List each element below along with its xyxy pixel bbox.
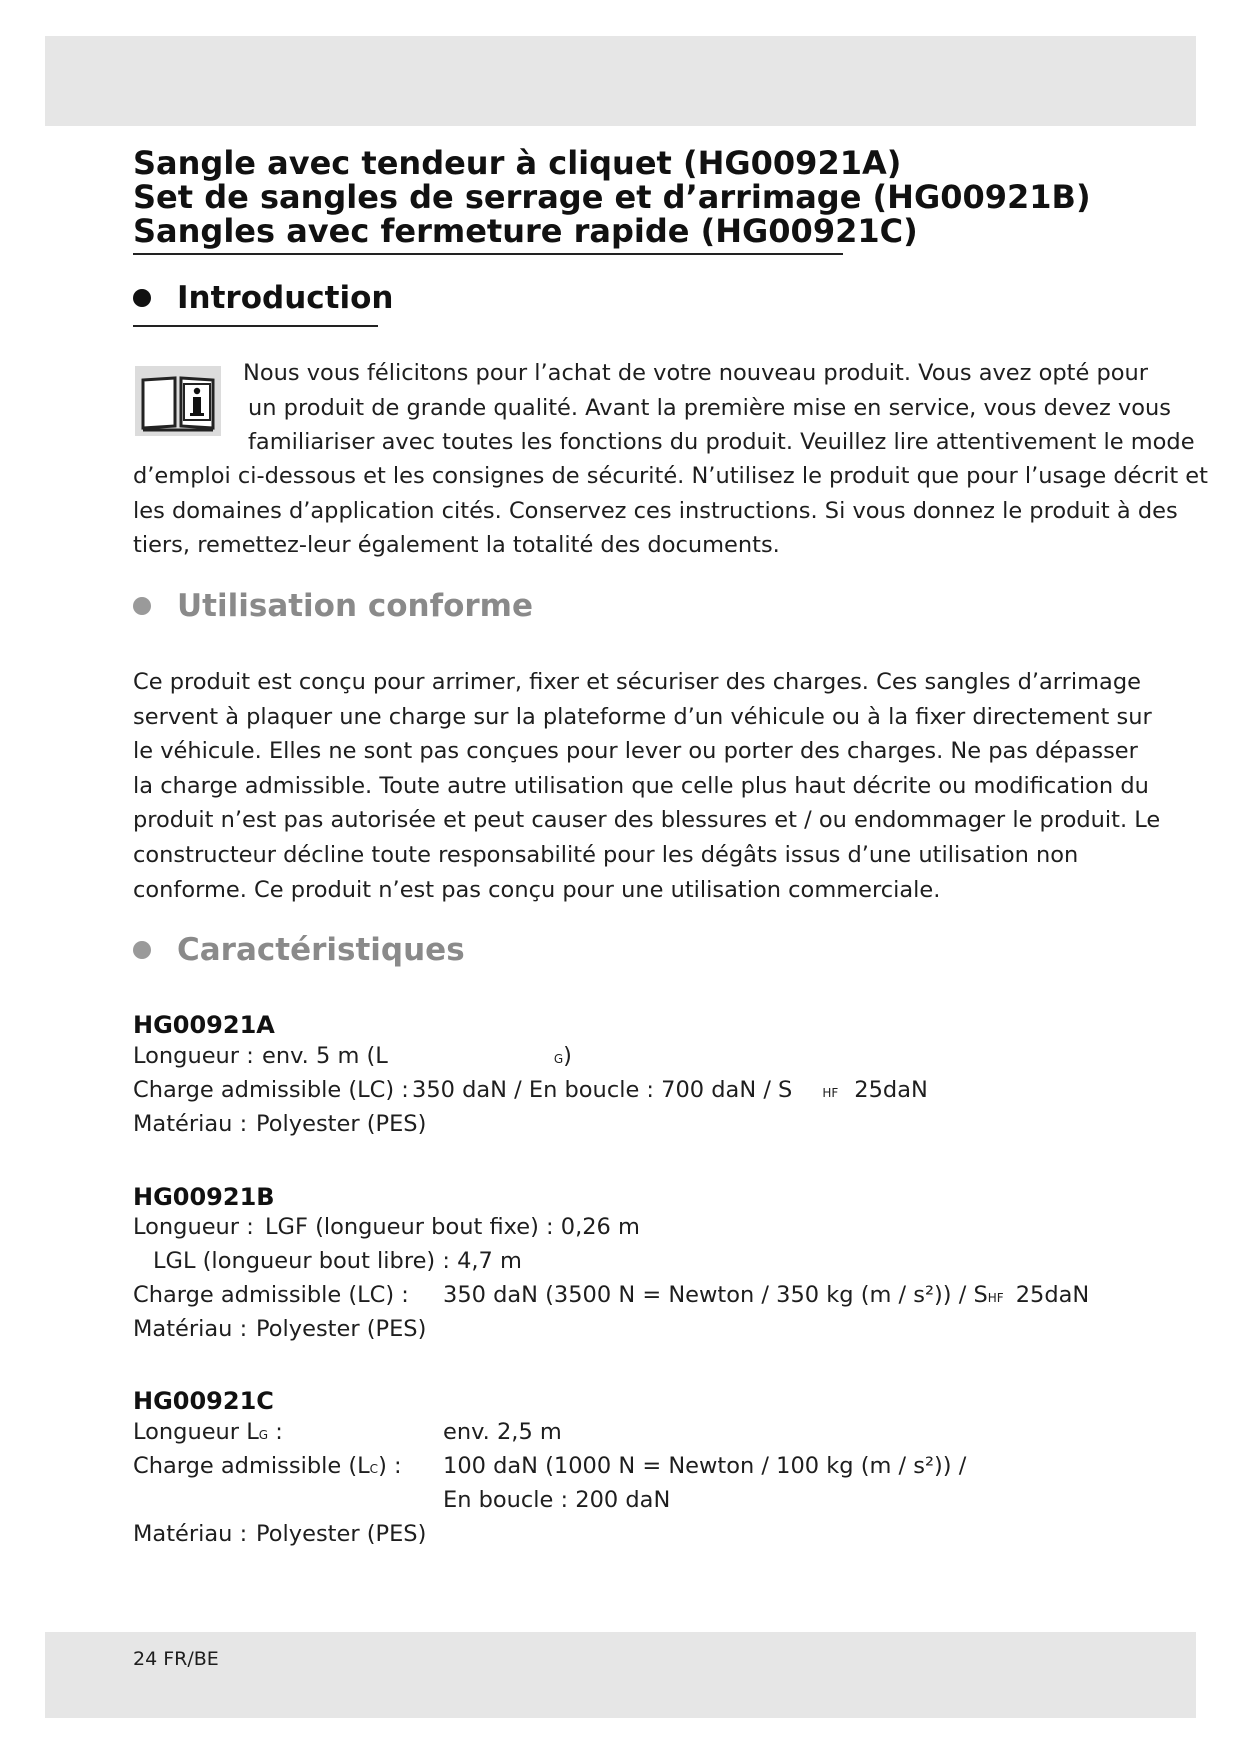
page-number: 24 FR/BE (133, 1648, 219, 1670)
spec-model-c: HG00921C (133, 1387, 274, 1415)
section-underline (133, 325, 378, 327)
text-line: tiers, remettez-leur également la totalité des documents. (133, 532, 780, 559)
spec-c-load-value-2: En boucle : 200 daN (443, 1487, 671, 1513)
spec-a-length-label: Longueur : (133, 1043, 254, 1069)
text-line: conforme. Ce produit n’est pas conçu pour une utilisation commerciale. (133, 876, 941, 903)
spec-c-material-value: Polyester (PES) (256, 1521, 427, 1547)
section-usage-heading: Utilisation conforme (133, 588, 533, 624)
text-line: le véhicule. Elles ne sont pas conçues pour lever ou porter des charges. Ne pas dépasser (133, 738, 1138, 765)
spec-a-material-label: Matériau : (133, 1111, 248, 1137)
text-line: les domaines d’application cités. Conservez ces instructions. Si vous donnez le produit à des (133, 497, 1178, 524)
spec-a-material-value: Polyester (PES) (256, 1111, 427, 1137)
text-line: constructeur décline toute responsabilité pour les dégâts issus d’une utilisation non (133, 841, 1079, 868)
title-line-c: Sangles avec fermeture rapide (HG00921C) (133, 212, 918, 250)
title-line-b: Set de sangles de serrage et d’arrimage (HG00921B) (133, 178, 1091, 216)
text-line: Nous vous félicitons pour l’achat de votre nouveau produit. Vous avez opté pour (243, 360, 1149, 386)
text-line: Ce produit est conçu pour arrimer, fixer et sécuriser des charges. Ces sangles d’arrimage (133, 669, 1141, 695)
section-specs-heading: Caractéristiques (133, 932, 465, 968)
spec-c-load-label: Charge admissible (LC) : (133, 1453, 402, 1479)
spec-model-a: HG00921A (133, 1011, 275, 1039)
manual-info-icon (135, 366, 221, 436)
section-introduction-heading: Introduction (133, 280, 393, 316)
spec-model-b: HG00921B (133, 1183, 275, 1211)
text-line: d’emploi ci-dessous et les consignes de sécurité. N’utilisez le produit que pour l’usage décrit et (133, 463, 1208, 489)
spec-c-length-label: Longueur LG : (133, 1419, 283, 1445)
spec-a-load-value: 350 daN / En boucle : 700 daN / S HF 25daN (412, 1077, 928, 1103)
spec-b-length-value: LGF (longueur bout fixe) : 0,26 m (265, 1214, 640, 1240)
bullet-icon (133, 597, 151, 615)
text-line: familiariser avec toutes les fonctions du produit. Veuillez lire attentivement le mode (248, 429, 1195, 456)
text-line: servent à plaquer une charge sur la plateforme d’un véhicule ou à la fixer directement sur (133, 703, 1152, 730)
text-line: produit n’est pas autorisée et peut causer des blessures et / ou endommager le produit. Le (133, 807, 1161, 834)
spec-b-length-label: Longueur : (133, 1214, 254, 1240)
bullet-icon (133, 941, 151, 959)
spec-b-material-label: Matériau : (133, 1316, 248, 1342)
intro-paragraph (133, 459, 1208, 563)
spec-c-material-label: Matériau : (133, 1521, 248, 1547)
spec-c-length-value: env. 2,5 m (443, 1419, 562, 1445)
document-title-block (133, 144, 1091, 255)
spec-b-load-value: 350 daN (3500 N = Newton / 350 kg (m / s²)) / SHF 25daN (443, 1282, 1090, 1308)
spec-c-load-value: 100 daN (1000 N = Newton / 100 kg (m / s²)) / (443, 1453, 967, 1479)
header-band (45, 36, 1196, 126)
spec-a-load-label: Charge admissible (LC) : (133, 1077, 409, 1103)
intro-paragraph-indented (243, 356, 1195, 460)
title-line-a: Sangle avec tendeur à cliquet (HG00921A) (133, 144, 902, 182)
spec-b-length-value-2: LGL (longueur bout libre) : 4,7 m (153, 1248, 522, 1274)
footer-band (45, 1632, 1196, 1718)
spec-a-length-value: env. 5 m (L G) (262, 1043, 572, 1069)
text-line: la charge admissible. Toute autre utilisation que celle plus haut décrite ou modification du (133, 772, 1149, 799)
spec-b-material-value: Polyester (PES) (256, 1316, 427, 1342)
bullet-icon (133, 289, 151, 307)
usage-paragraph (133, 665, 1160, 907)
spec-b-load-label: Charge admissible (LC) : (133, 1282, 409, 1308)
text-line: un produit de grande qualité. Avant la première mise en service, vous devez vous (248, 394, 1171, 421)
